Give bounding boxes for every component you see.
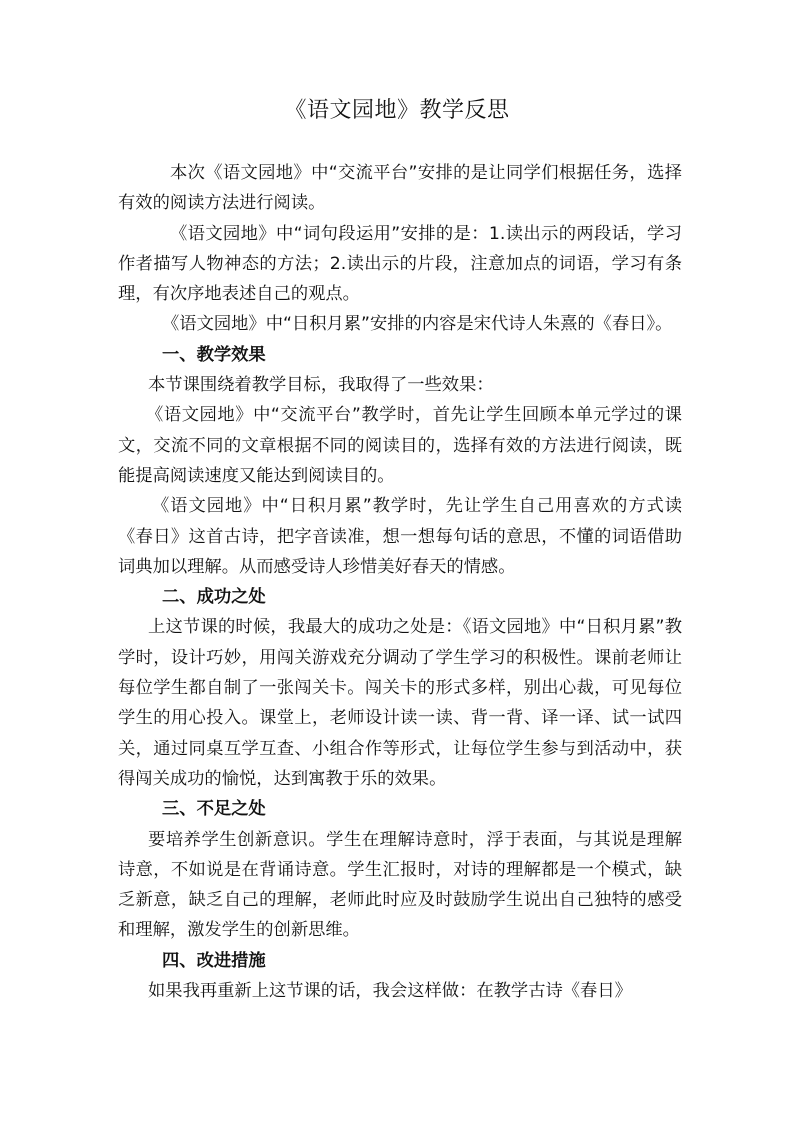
document-body xyxy=(118,158,682,1006)
paragraph-intro-exchange: 本次《语文园地》中“交流平台”安排的是让同学们根据任务，选择有效的阅读方法进行阅读。 xyxy=(118,163,682,214)
section-heading-shortcomings: 三、不足之处 xyxy=(162,799,266,820)
paragraph-intro-sentences: 《语文园地》中“词句段运用”安排的是：1.读出示的两段话，学习作者描写人物神态的方法；2.读出示的片段，注意加点的词语，学习有条理，有次序地表述自己的观点。 xyxy=(118,223,682,305)
section-heading-success: 二、成功之处 xyxy=(162,587,266,608)
document-title: 《语文园地》教学反思 xyxy=(284,98,510,123)
paragraph-shortcomings: 要培养学生创新意识。学生在理解诗意时，浮于表面，与其说是理解诗意，不如说是在背诵诗意。学生汇报时，对诗的理解都是一个模式，缺乏新意，缺乏自己的理解，老师此时应及时鼓励学生说出自己独特的感受和理解，激发学生的创新思维。 xyxy=(118,829,682,941)
paragraph-success: 上这节课的时候，我最大的成功之处是：《语文园地》中“日积月累”教学时，设计巧妙，用闯关游戏充分调动了学生学习的积极性。课前老师让每位学生都自制了一张闯关卡。闯关卡的形式多样，别出心裁，可见每位学生的用心投入。课堂上，老师设计读一读、背一背、译一译、试一试四关，通过同桌互学互查、小组合作等形式，让每位学生参与到活动中，获得闯关成功的愉悦，达到寓教于乐的效果。 xyxy=(118,617,682,789)
section-heading-improvements: 四、改进措施 xyxy=(162,950,266,971)
paragraph-improvements: 如果我再重新上这节课的话，我会这样做：在教学古诗《春日》 xyxy=(148,981,632,1002)
paragraph-intro-accumulation: 《语文园地》中“日积月累”安排的内容是宋代诗人朱熹的《春日》。 xyxy=(162,314,673,335)
section-heading-teaching-effect: 一、教学效果 xyxy=(162,344,266,365)
paragraph-effect-intro: 本节课围绕着教学目标，我取得了一些效果： xyxy=(148,375,494,396)
paragraph-effect-exchange: 《语文园地》中“交流平台”教学时，首先让学生回顾本单元学过的课文，交流不同的文章根据不同的阅读目的，选择有效的方法进行阅读，既能提高阅读速度又能达到阅读目的。 xyxy=(118,405,682,486)
paragraph-effect-accumulation: 《语文园地》中“日积月累”教学时，先让学生自己用喜欢的方式读《春日》这首古诗，把字音读准，想一想每句话的意思，不懂的词语借助词典加以理解。从而感受诗人珍惜美好春天的情感。 xyxy=(118,496,682,577)
